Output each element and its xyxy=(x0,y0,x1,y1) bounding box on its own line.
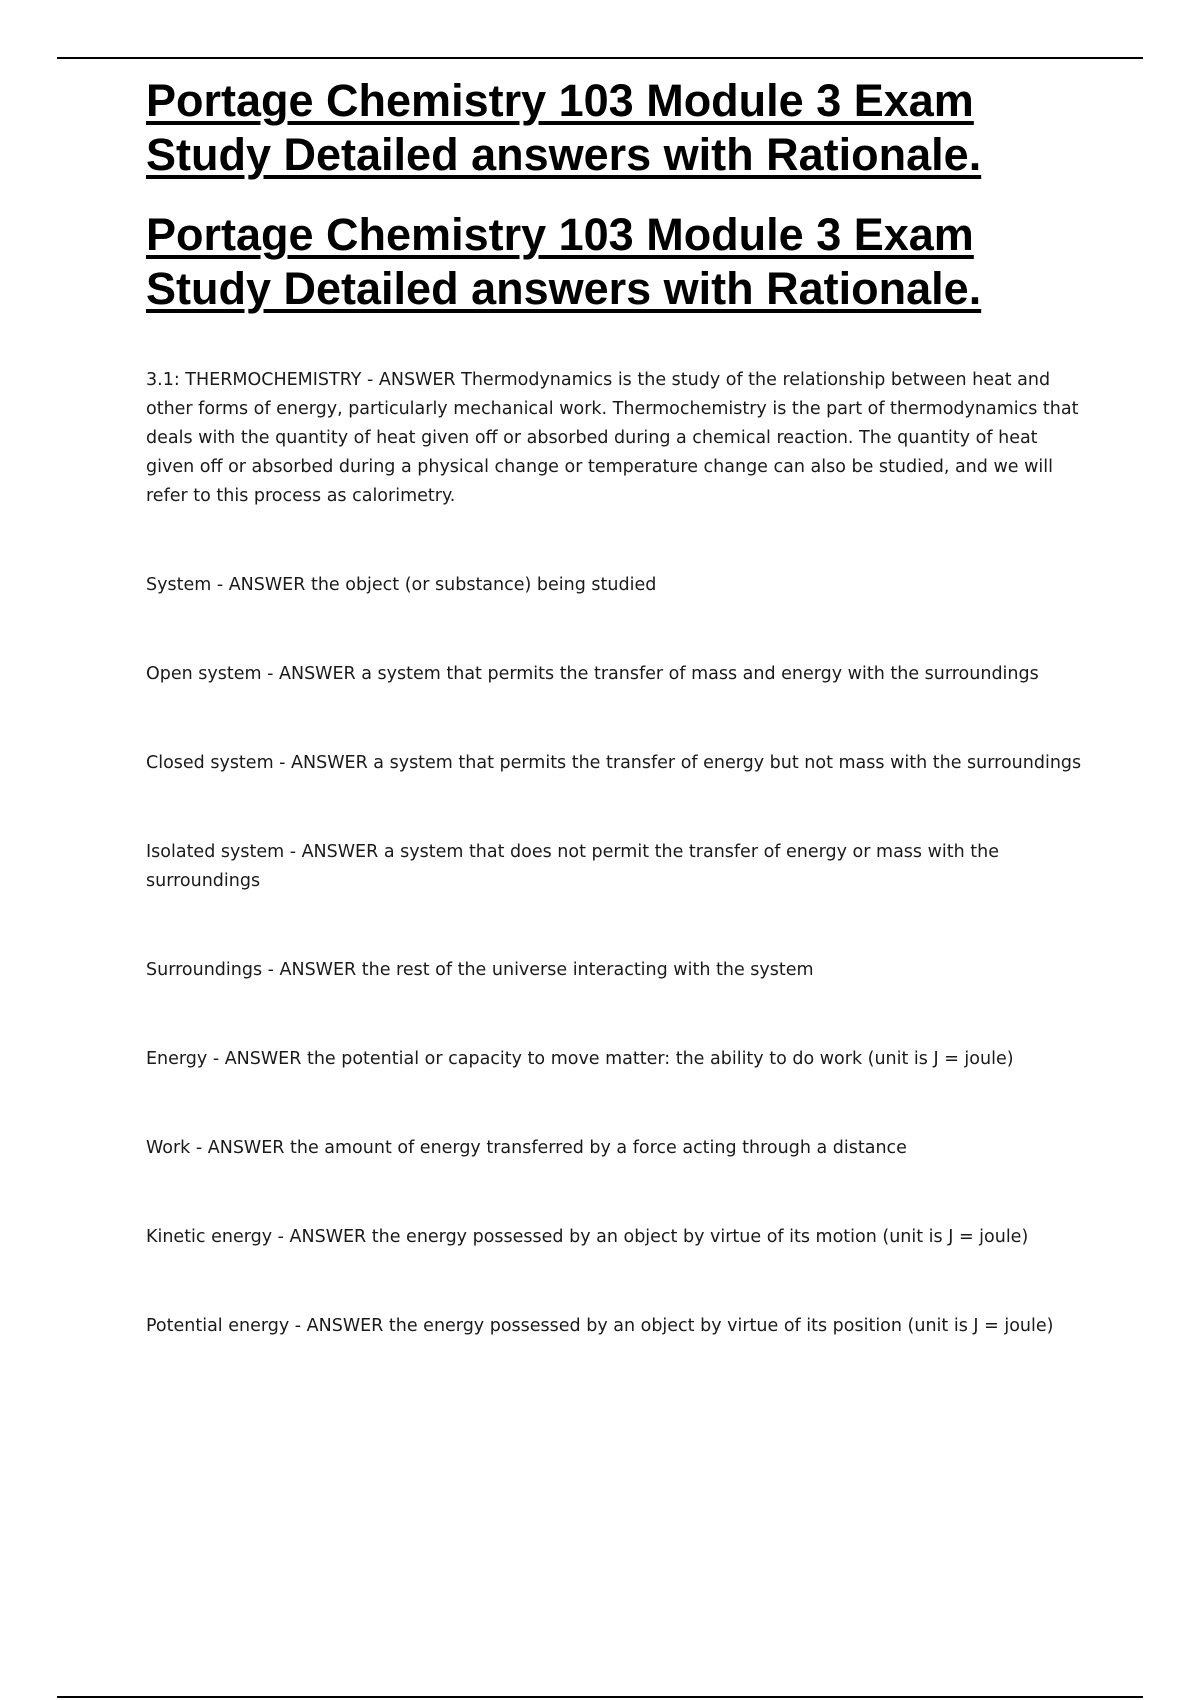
entry-potential-energy: Potential energy - ANSWER the energy possessed by an object by virtue of its position (unit is J = joule) xyxy=(146,1316,1054,1336)
top-rule xyxy=(57,57,1143,59)
entry-system: System - ANSWER the object (or substance) being studied xyxy=(146,575,657,595)
document-page xyxy=(146,74,1086,1401)
document-title: Portage Chemistry 103 Module 3 Exam Study Detailed answers with Rationale. xyxy=(146,75,982,180)
entry-kinetic-energy: Kinetic energy - ANSWER the energy possessed by an object by virtue of its motion (unit is J = joule) xyxy=(146,1227,1029,1247)
entry-open-system: Open system - ANSWER a system that permits the transfer of mass and energy with the surroundings xyxy=(146,664,1039,684)
entry-surroundings: Surroundings - ANSWER the rest of the universe interacting with the system xyxy=(146,960,814,980)
entry-work: Work - ANSWER the amount of energy transferred by a force acting through a distance xyxy=(146,1138,907,1158)
bottom-rule xyxy=(57,1696,1143,1698)
entry-energy: Energy - ANSWER the potential or capacity to move matter: the ability to do work (unit is J = joule) xyxy=(146,1049,1014,1069)
entry-thermochemistry: 3.1: THERMOCHEMISTRY - ANSWER Thermodynamics is the study of the relationship between heat and other forms of energy, particularly mechanical work. Thermochemistry is the part of thermodynamics that deals with the quantity of heat given off or absorbed during a chemical reaction. The quantity of heat given off or absorbed during a physical change or temperature change can also be studied, and we will refer to this process as calorimetry. xyxy=(146,370,1079,506)
entry-closed-system: Closed system - ANSWER a system that permits the transfer of energy but not mass with the surroundings xyxy=(146,753,1082,773)
document-title-repeat: Portage Chemistry 103 Module 3 Exam Study Detailed answers with Rationale. xyxy=(146,209,982,314)
entry-isolated-system: Isolated system - ANSWER a system that does not permit the transfer of energy or mass with the surroundings xyxy=(146,842,999,891)
answer-list xyxy=(146,366,1086,1341)
